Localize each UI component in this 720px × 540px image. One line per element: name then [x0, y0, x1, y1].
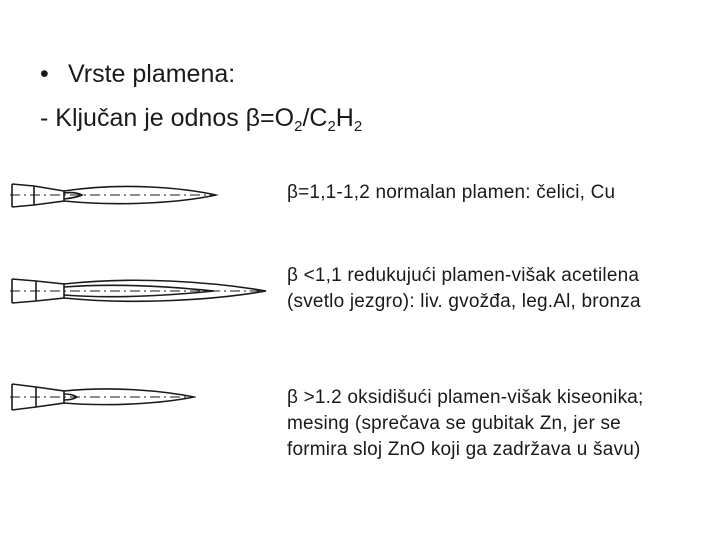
- reducing-flame-diagram: [4, 270, 268, 310]
- subscript: 2: [353, 118, 363, 135]
- ratio-text: - Ključan je odnos β=O: [40, 104, 295, 132]
- reducing-flame-description: [287, 263, 641, 315]
- description-line: mesing (sprečava se gubitak Zn, jer se: [287, 413, 621, 434]
- subscript: 2: [327, 118, 336, 135]
- oxidizing-flame-diagram: [4, 376, 268, 416]
- description-line: β <1,1 redukujući plamen-višak acetilena: [287, 265, 640, 286]
- subscript: 2: [294, 118, 303, 135]
- description-line: (svetlo jezgro): liv. gvožđa, leg.Al, bronza: [287, 291, 641, 312]
- ratio-text-h: H: [335, 104, 354, 132]
- heading-line-2: [40, 96, 362, 140]
- description-line: β >1.2 oksidišući plamen-višak kiseonika;: [287, 387, 644, 408]
- normal-flame-diagram: [4, 174, 268, 214]
- oxidizing-flame-description: [287, 385, 644, 463]
- description-line: β=1,1-1,2 normalan plamen: čelici, Cu: [287, 182, 616, 203]
- ratio-text-mid: /C: [302, 104, 328, 132]
- normal-flame-description: [287, 180, 615, 206]
- bullet: •: [40, 60, 49, 88]
- heading-line-1: [40, 52, 362, 96]
- heading-title: Vrste plamena:: [68, 60, 236, 88]
- slide-heading: [40, 52, 362, 140]
- description-line: formira sloj ZnO koji ga zadržava u šavu): [287, 439, 641, 460]
